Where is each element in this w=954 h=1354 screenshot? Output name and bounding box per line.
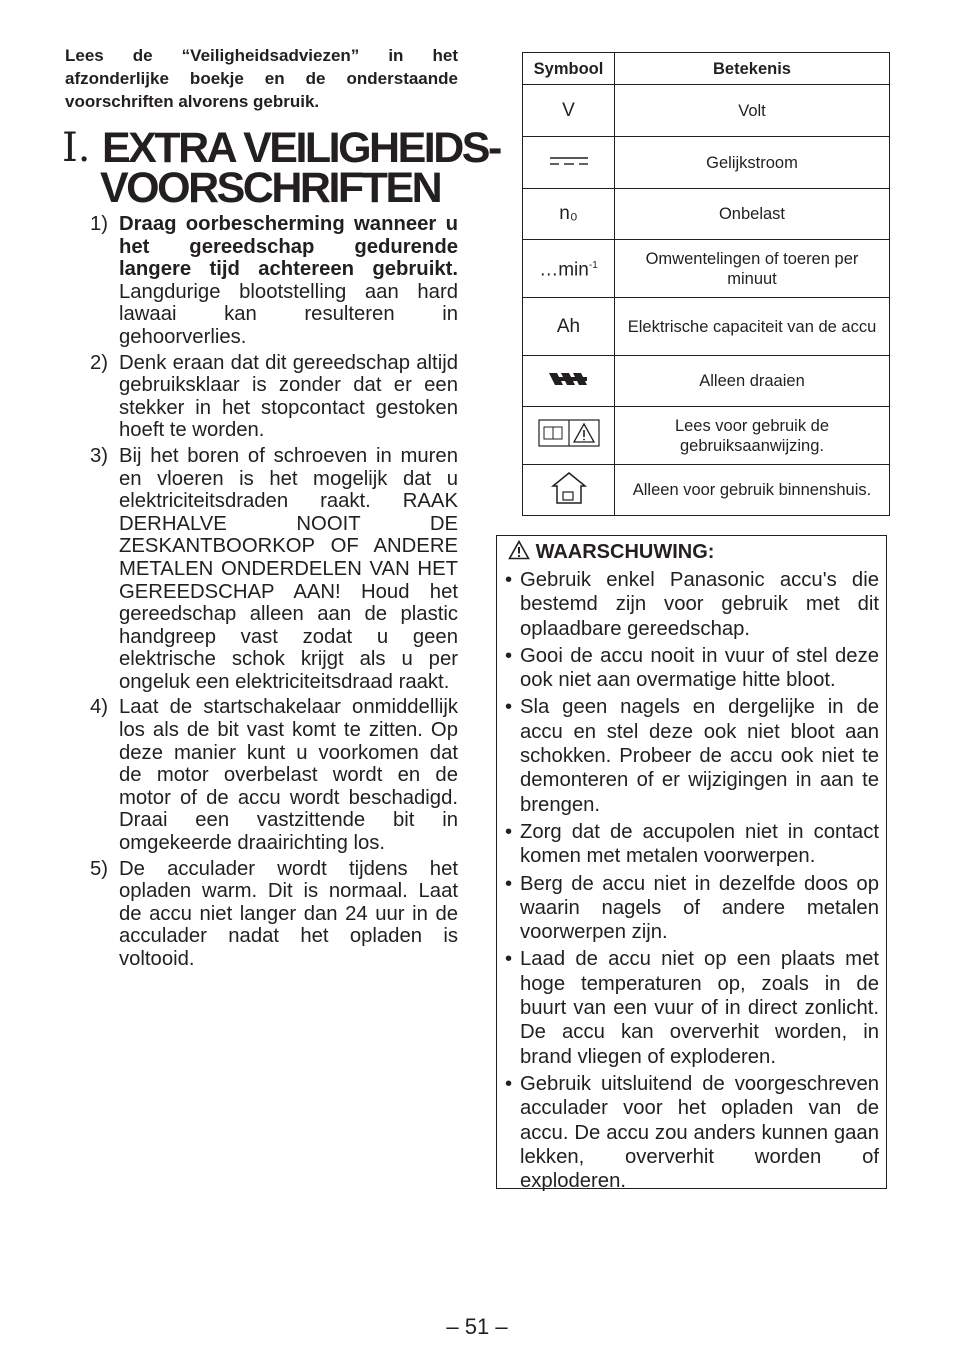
table-row [523, 240, 890, 298]
table-row [523, 137, 890, 189]
warning-item: • Gebruik enkel Panasonic accu's die bestemd zijn voor gebruik met dit oplaadbare gereedschap. [505, 568, 879, 641]
warning-box [496, 535, 887, 1193]
dc-current-icon [549, 154, 589, 168]
safety-instructions-list [90, 213, 458, 974]
page-number: – 51 – [446, 1314, 508, 1339]
instruction-text: Bij het boren of schroeven in muren en vloeren is het mogelijk dat u elektriciteitsdraden raakt. RAAK DERHALVE NOOIT DE ZESKANTBOORKOP OF ANDERE METALEN ONDERDELEN VAN HET GEREEDSCHAP AAN! Houd het gereedschap alleen aan de plastic handgreep vast zodat u geen elektrische schok krijgt als u per ongeluk een elektriciteitsdraad raakt. [119, 444, 458, 693]
warning-item: • Gebruik uitsluitend de voorgeschreven acculader voor het opladen van de accu. De accu zou anders kunnen gaan lekken, oververhit worden of exploderen. [505, 1072, 879, 1193]
instruction-number: 2) [90, 351, 109, 374]
symbol-table [522, 52, 890, 516]
instruction-item [90, 213, 458, 349]
table-row [523, 189, 890, 240]
instruction-item [90, 352, 458, 442]
instruction-number: 5) [90, 857, 109, 880]
warning-item: • Zorg dat de accupolen niet in contact komen met metalen voorwerpen. [505, 820, 879, 869]
section-number: I. [62, 125, 91, 171]
section-title-line2: VOORSCHRIFTEN [100, 164, 441, 212]
instruction-number: 1) [90, 213, 109, 235]
warning-list [505, 568, 879, 1196]
table-row [523, 298, 890, 356]
table-row [523, 85, 890, 137]
warning-triangle-icon [508, 540, 530, 560]
meaning-cell: Omwentelingen of toeren per minuut [615, 240, 890, 298]
instruction-text: Denk eraan dat dit gereedschap altijd gebruiksklaar is zonder dat er een stekker in het stopcontact gestoken hoeft te worden. [119, 351, 458, 442]
table-row [523, 465, 890, 516]
symbol-cell [523, 407, 615, 465]
instruction-text: Langdurige blootstelling aan hard lawaai kan resulteren in gehoorverlies. [119, 280, 458, 348]
instruction-item [90, 445, 458, 694]
symbol-cell: Ah [523, 298, 615, 356]
symbol-cell: V [523, 85, 615, 137]
instruction-number: 3) [90, 444, 109, 467]
meaning-cell: Onbelast [615, 189, 890, 240]
warning-item: • Sla geen nagels en dergelijke in de accu en stel deze ook niet bloot aan schokken. Probeer de accu ook niet te demonteren of er wijzigingen in aan te brengen. [505, 695, 879, 816]
header-meaning: Betekenis [615, 53, 890, 85]
symbol-cell [523, 356, 615, 407]
meaning-cell: Gelijkstroom [615, 137, 890, 189]
header-symbol: Symbool [523, 53, 615, 85]
meaning-cell: Lees voor gebruik de gebruiksaanwijzing. [615, 407, 890, 465]
symbol-cell [523, 137, 615, 189]
instruction-item [90, 696, 458, 854]
table-header-row [523, 53, 890, 85]
symbol-cell: n₀ [523, 189, 615, 240]
rotate-only-icon [547, 371, 591, 387]
warning-title-text: WAARSCHUWING: [535, 541, 715, 563]
instruction-number: 4) [90, 696, 109, 719]
indoor-use-icon [550, 470, 588, 506]
symbol-superscript: -1 [588, 260, 598, 272]
warning-item: • Berg de accu niet in dezelfde doos op waarin nagels of andere metalen voorwerpen zijn. [505, 872, 879, 945]
section-title-line1: EXTRA VEILIGHEIDS- [102, 124, 500, 172]
table-row [523, 407, 890, 465]
warning-title [508, 540, 714, 564]
meaning-cell: Alleen draaien [615, 356, 890, 407]
instruction-text: De acculader wordt tijdens het opladen warm. Dit is normaal. Laat de accu niet langer dan 24 uur in de acculader nadat het opladen is voltooid. [119, 857, 458, 970]
symbol-text: …min [539, 259, 589, 281]
instruction-text: Laat de startschakelaar onmiddellijk los als de bit vast komt te zitten. Op deze manier kunt u voorkomen dat de motor overbelast wordt en de motor of de accu wordt beschadigd. Draai een vastzittende bit in omgekeerde draairichting los. [119, 696, 458, 855]
meaning-cell: Alleen voor gebruik binnenshuis. [615, 465, 890, 516]
warning-item: • Gooi de accu nooit in vuur of stel deze ook niet aan overmatige hitte bloot. [505, 644, 879, 693]
read-manual-warning-icon [538, 419, 600, 447]
intro-text: Lees de “Veiligheidsadviezen” in het afzonderlijke boekje en de onderstaande voorschriften alvorens gebruik. [65, 46, 458, 111]
instruction-bold-text: Draag oorbescherming wanneer u het gereedschap gedurende langere tijd achtereen gebruikt. [119, 213, 458, 281]
symbol-cell [523, 240, 615, 298]
meaning-cell: Volt [615, 85, 890, 137]
instruction-item [90, 858, 458, 971]
meaning-cell: Elektrische capaciteit van de accu [615, 298, 890, 356]
warning-item: • Laad de accu niet op een plaats met hoge temperaturen op, zoals in de buurt van een vuur of in direct zonlicht. De accu kan oververhit worden, in brand vliegen of exploderen. [505, 947, 879, 1068]
table-row [523, 356, 890, 407]
symbol-cell [523, 465, 615, 516]
